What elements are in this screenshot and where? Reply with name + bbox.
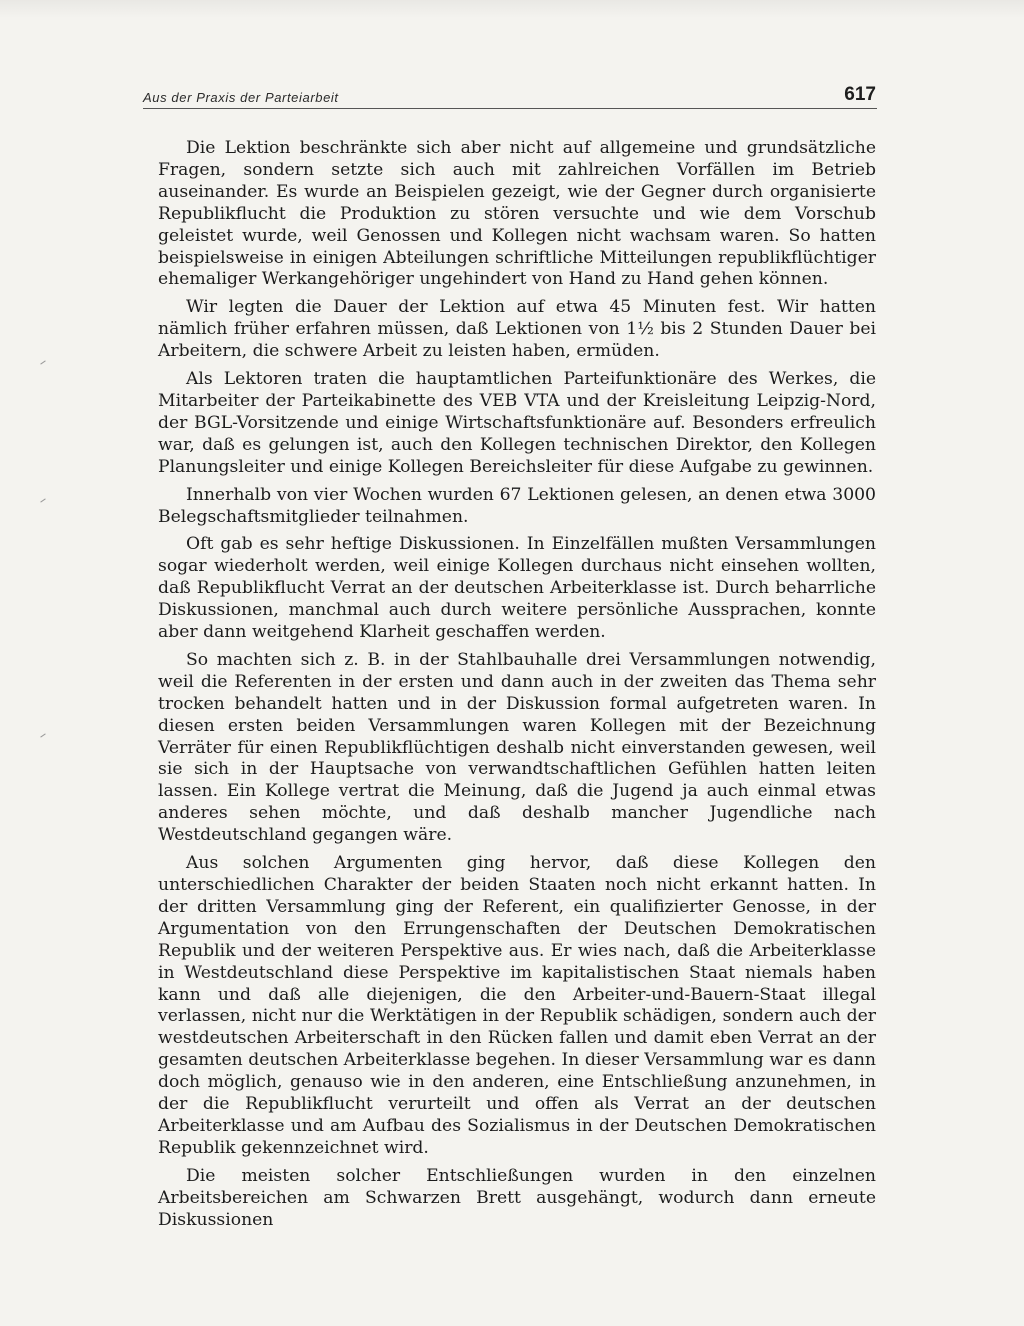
page-number: 617 bbox=[844, 84, 876, 105]
margin-mark bbox=[40, 498, 45, 502]
paragraph: Innerhalb von vier Wochen wurden 67 Lektionen gelesen, an denen etwa 3000 Belegschaftsmitglieder teilnahmen. bbox=[158, 484, 876, 527]
margin-mark bbox=[40, 733, 45, 737]
paragraph: Die meisten solcher Entschließungen wurden in den einzelnen Arbeitsbereichen am Schwarzen Brett ausgehängt, wodurch dann erneute Diskussionen bbox=[158, 1165, 876, 1230]
paragraph: Wir legten die Dauer der Lektion auf etwa 45 Minuten fest. Wir hatten nämlich früher erfahren müssen, daß Lektionen von 1½ bis 2 Stunden Dauer bei Arbeitern, die schwere Arbeit zu leisten haben, ermüden. bbox=[158, 297, 876, 362]
scan-edge bbox=[0, 0, 1024, 18]
paragraph: Die Lektion beschränkte sich aber nicht auf allgemeine und grundsätzliche Fragen, sondern setzte sich auch mit zahlreichen Vorfällen im Betrieb auseinander. Es wurde an Beispielen gezeigt, wie der Gegner durch organisierte Republikflucht die Produktion zu stören versuchte und wie dem Vorschub geleistet wurde, weil Genossen und Kollegen nicht wachsam waren. So hatten beispielsweise in einigen Abteilungen schriftliche Mitteilungen republikflüchtiger ehemaliger Werkangehöriger ungehindert von Hand zu Hand gehen können. bbox=[158, 138, 876, 290]
body-text bbox=[158, 138, 876, 1238]
running-head-title: Aus der Praxis der Parteiarbeit bbox=[143, 90, 339, 105]
margin-mark bbox=[40, 360, 45, 364]
paragraph: Aus solchen Argumenten ging hervor, daß diese Kollegen den unterschiedlichen Charakter der beiden Staaten noch nicht erkannt hatten. In der dritten Versammlung ging der Referent, ein qualifizierter Genosse, in der Argumentation von den Errungenschaften der Deutschen Demokratischen Republik und der weiteren Perspektive aus. Er wies nach, daß die Arbeiterklasse in Westdeutschland diese Perspektive im kapitalistischen Staat niemals haben kann und daß alle diejenigen, die den Arbeiter-und-Bauern-Staat illegal verlassen, nicht nur die Werktätigen in der Republik schädigen, sondern auch der westdeutschen Arbeiterschaft in den Rücken fallen und damit eben Verrat an der gesamten deutschen Arbeiterklasse begehen. In dieser Versammlung war es dann doch möglich, genauso wie in den anderen, eine Entschließung anzunehmen, in der die Republikflucht verurteilt und offen als Verrat an der deutschen Arbeiterklasse und am Aufbau des Sozialismus in der Deutschen Demokratischen Republik gekennzeichnet wird. bbox=[158, 853, 876, 1158]
paragraph: So machten sich z. B. in der Stahlbauhalle drei Versammlungen notwendig, weil die Referenten in der ersten und dann auch in der zweiten das Thema sehr trocken behandelt hatten und in der Diskussion formal aufgetreten waren. In diesen ersten beiden Versammlungen waren Kollegen mit der Bezeichnung Verräter für einen Republikflüchtigen deshalb nicht einverstanden gewesen, weil sie sich in der Hauptsache von verwandtschaftlichen Gefühlen hatten leiten lassen. Ein Kollege vertrat die Meinung, daß die Jugend ja auch einmal etwas anderes sehen möchte, und daß deshalb mancher Jugendliche nach Westdeutschland gegangen wäre. bbox=[158, 649, 876, 846]
paragraph: Oft gab es sehr heftige Diskussionen. In Einzelfällen mußten Versammlungen sogar wiederholt werden, weil einige Kollegen durchaus nicht einsehen wollten, daß Republikflucht Verrat an der deutschen Arbeiterklasse ist. Durch beharrliche Diskussionen, manchmal auch durch weitere persönliche Aussprachen, konnte aber dann weitgehend Klarheit geschaffen werden. bbox=[158, 534, 876, 643]
paragraph: Als Lektoren traten die hauptamtlichen Parteifunktionäre des Werkes, die Mitarbeiter der Parteikabinette des VEB VTA und der Kreisleitung Leipzig-Nord, der BGL-Vorsitzende und einige Wirtschaftsfunktionäre auf. Besonders erfreulich war, daß es gelungen ist, auch den Kollegen technischen Direktor, den Kollegen Planungsleiter und einige Kollegen Bereichsleiter für diese Aufgabe zu gewinnen. bbox=[158, 369, 876, 477]
header-rule bbox=[143, 108, 877, 109]
